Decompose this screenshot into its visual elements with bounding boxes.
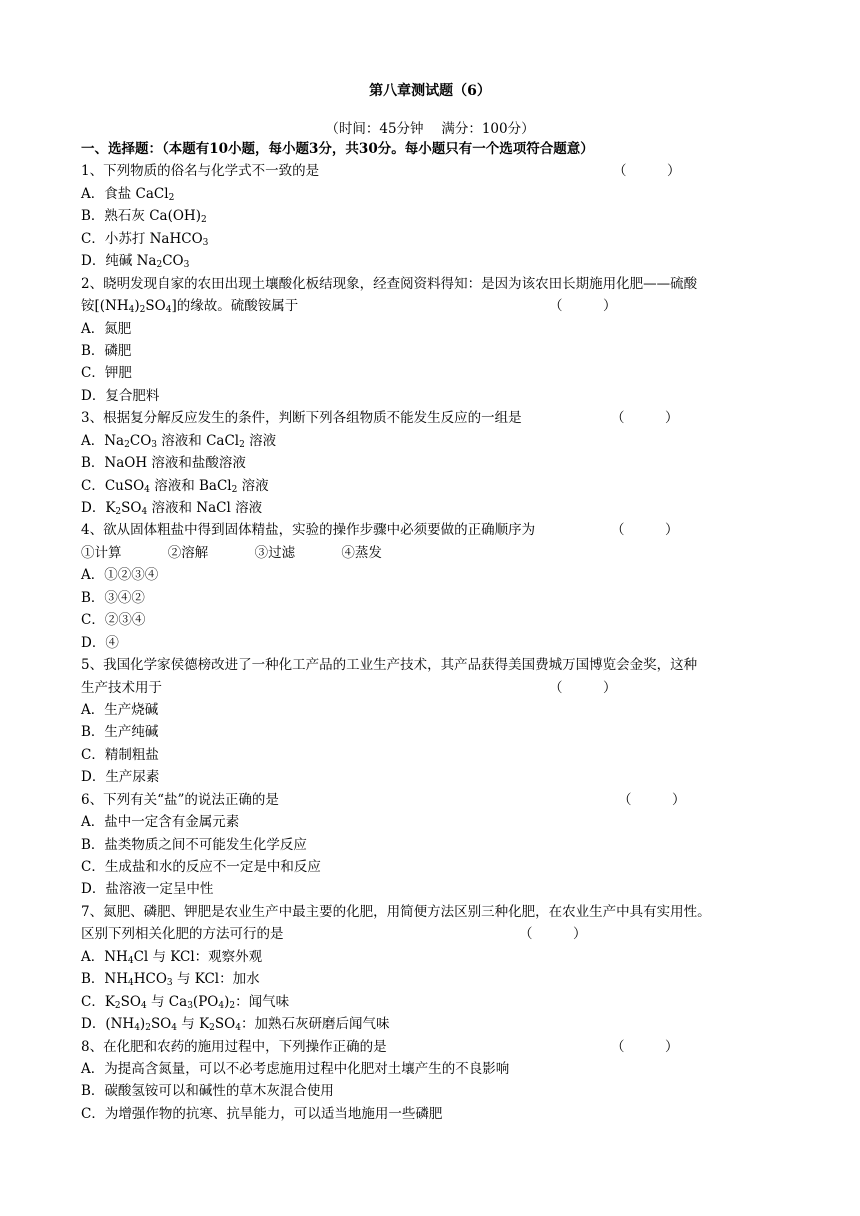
option-a: A．盐中一定含有金属元素: [81, 814, 240, 831]
option-a: A．生产烧碱: [81, 701, 159, 718]
question-5: 5、我国化学家侯德榜改进了一种化工产品的工业生产技术，其产品获得美国费城万国博览会金奖，这种: [81, 657, 698, 674]
option-c: C．钾肥: [81, 365, 132, 382]
option-b: B．NaOH 溶液和盐酸溶液: [81, 455, 246, 472]
step-list: [81, 542, 781, 564]
option-b: B．$NH_4HCO_3$ 与 KCl：加水: [81, 971, 260, 989]
option-b: B．熟石灰 $Ca(OH)_2$: [81, 208, 207, 226]
question-2-continued: [81, 295, 781, 317]
answer-bracket: （ ）: [611, 410, 679, 427]
question-stem: 4、欲从固体粗盐中得到固体精盐，实验的操作步骤中必须要做的正确顺序为: [81, 522, 536, 539]
answer-bracket: （ ）: [613, 163, 681, 180]
option-c: C．生成盐和水的反应不一定是中和反应: [81, 859, 321, 875]
question-4: [81, 519, 781, 541]
option-b: B．磷肥: [81, 342, 132, 359]
step-item: ④蒸发: [341, 544, 382, 561]
option-b: B．③④②: [81, 589, 145, 606]
option-b: B．生产纯碱: [81, 724, 159, 741]
question-7-continued: [81, 923, 781, 945]
question-stem: 3、根据复分解反应发生的条件，判断下列各组物质不能发生反应的一组是: [81, 410, 522, 427]
question-stem: 6、下列有关“盐”的说法正确的是: [81, 791, 279, 808]
question-stem: 铵$[(NH_4)_2SO_4]$的缘故。硫酸铵属于: [81, 298, 299, 316]
question-stem: 8、在化肥和农药的施用过程中，下列操作正确的是: [81, 1038, 387, 1055]
exam-info: （时间：45分钟 满分：100分）: [325, 121, 535, 137]
section-heading: 一、选择题：（本题有10小题，每小题3分，共30分。每小题只有一个选项符合题意）: [81, 141, 594, 157]
option-c: C．精制粗盐: [81, 746, 159, 763]
question-stem: 1、下列物质的俗名与化学式不一致的是: [81, 163, 320, 180]
question-stem: 区别下列相关化肥的方法可行的是: [81, 926, 284, 943]
option-d: D．复合肥料: [81, 387, 160, 404]
option-c: C．小苏打 NaHCO$_3$: [81, 230, 209, 248]
step-item: ①计算: [81, 544, 122, 561]
question-2: 2、晓明发现自家的农田出现土壤酸化板结现象，经查阅资料得知：是因为该农田长期施用化肥——硫酸: [81, 275, 698, 292]
option-d: D．$K_2SO_4$ 溶液和 NaCl 溶液: [81, 500, 263, 517]
page-title: 第八章测试题（6）: [369, 83, 491, 99]
option-d: D．$(NH_4)_2SO_4$ 与 $K_2SO_4$：加熟石灰研磨后闻气味: [81, 1016, 390, 1034]
option-d: D．生产尿素: [81, 769, 160, 786]
answer-bracket: （ ）: [611, 1038, 679, 1055]
question-7: 7、氮肥、磷肥、钾肥是农业生产中最主要的化肥，用简便方法区别三种化肥，在农业生产中具有实用性。: [81, 903, 711, 920]
option-d: D．盐溶液一定呈中性: [81, 881, 214, 898]
option-b: B．碳酸氢铵可以和碱性的草木灰混合使用: [81, 1083, 334, 1100]
option-a: A．食盐 CaCl$_2$: [81, 185, 175, 203]
option-b: B．盐类物质之间不可能发生化学反应: [81, 836, 307, 853]
step-item: ③过滤: [254, 544, 296, 561]
option-d: D．④: [81, 634, 119, 651]
question-6: [81, 789, 781, 811]
question-3: [81, 407, 781, 429]
option-c: C．$K_2SO_4$ 与 $Ca_3(PO_4)_2$：闻气味: [81, 993, 290, 1011]
option-a: A．氮肥: [81, 320, 132, 337]
question-1: [81, 160, 781, 182]
option-a: A．①②③④: [81, 567, 159, 584]
question-list: [81, 138, 781, 1125]
option-c: C．CuSO$_4$ 溶液和 BaCl$_2$ 溶液: [81, 477, 269, 495]
answer-bracket: （ ）: [549, 298, 617, 315]
question-stem: 生产技术用于: [81, 679, 162, 696]
option-a: A．为提高含氮量，可以不必考虑施用过程中化肥对土壤产生的不良影响: [81, 1060, 510, 1077]
answer-bracket: （ ）: [618, 791, 686, 808]
question-5-continued: [81, 677, 781, 699]
option-a: A．$NH_4Cl$ 与 KCl：观察外观: [81, 948, 263, 966]
answer-bracket: （ ）: [519, 926, 587, 943]
answer-bracket: （ ）: [611, 522, 679, 539]
question-8: [81, 1036, 781, 1058]
option-a: A．$Na_2CO_3$ 溶液和 CaCl$_2$ 溶液: [81, 432, 277, 450]
option-c: C．为增强作物的抗寒、抗旱能力，可以适当地施用一些磷肥: [81, 1105, 443, 1122]
option-d: D．纯碱 $Na_2CO_3$: [81, 253, 190, 271]
option-c: C．②③④: [81, 612, 146, 629]
answer-bracket: （ ）: [549, 679, 617, 696]
step-item: ②溶解: [167, 544, 209, 561]
